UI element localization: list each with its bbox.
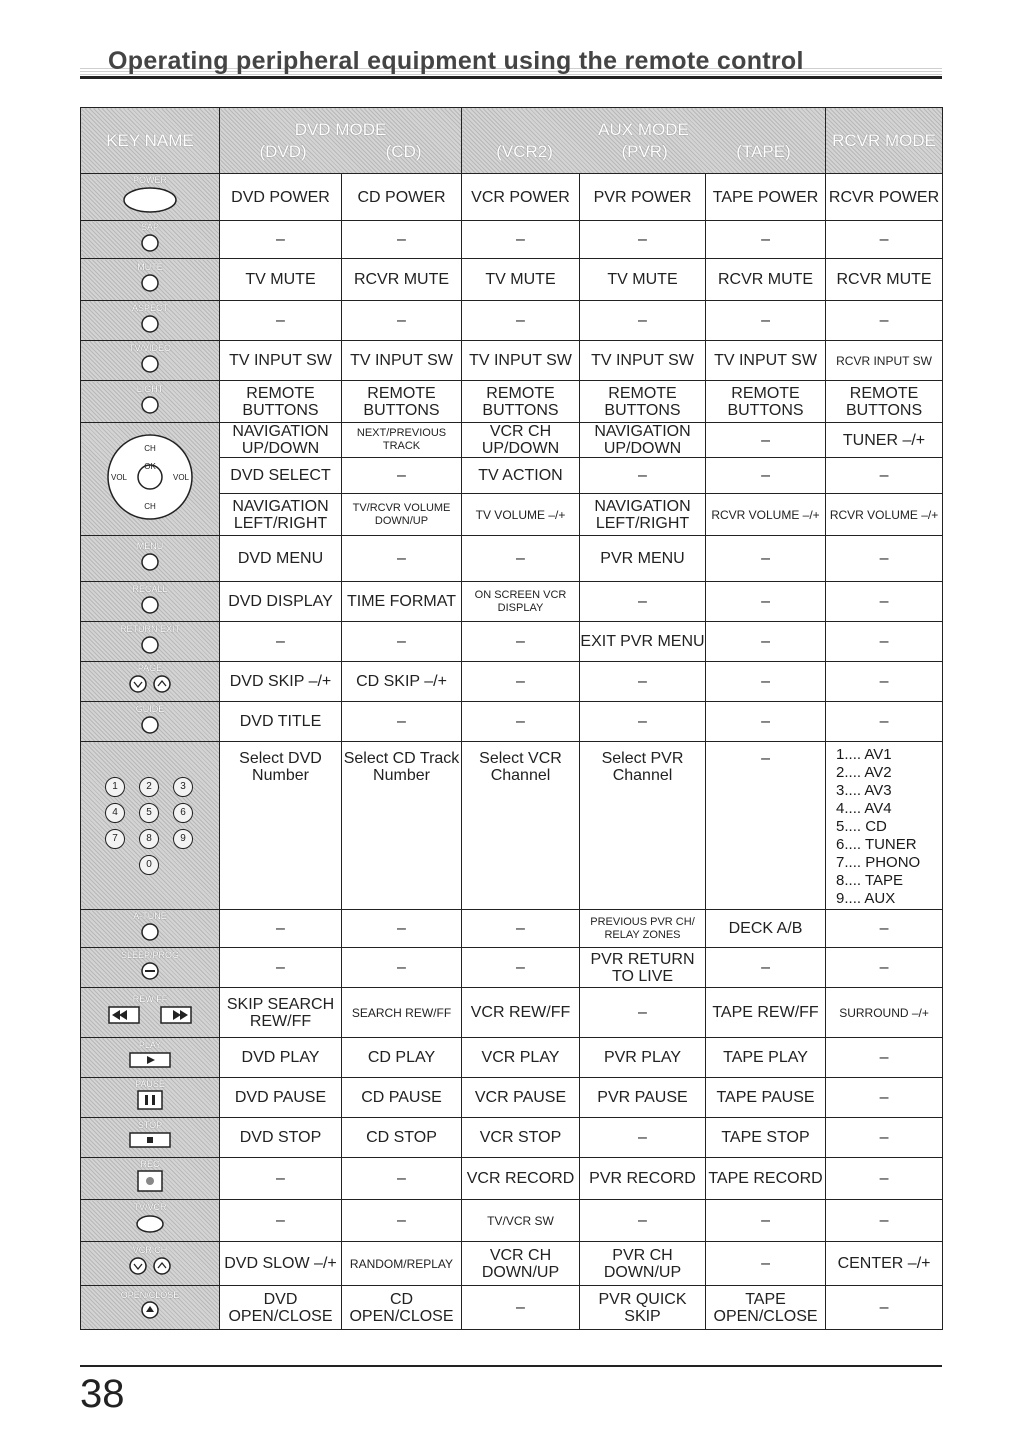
table-cell: VCR POWER: [462, 174, 580, 221]
table-cell: TAPE STOP: [706, 1118, 826, 1158]
header-tape: (TAPE): [736, 141, 791, 161]
table-row: [81, 259, 943, 301]
table-row: [81, 423, 943, 458]
key-label: SLEEP/PROG: [120, 950, 180, 960]
svg-text:VOL: VOL: [110, 472, 128, 482]
table-cell: –: [706, 948, 826, 988]
table-row: [81, 341, 943, 381]
sleep-prog-key-cell: [81, 948, 220, 988]
table-cell: –: [826, 582, 943, 622]
table-cell: –: [580, 1118, 706, 1158]
table-cell: PVR RETURN TO LIVE: [580, 948, 706, 988]
table-cell: REMOTE BUTTONS: [706, 381, 826, 423]
table-cell: NEXT/PREVIOUS TRACK: [342, 423, 462, 458]
table-body: [81, 174, 943, 1330]
table-row: [81, 622, 943, 662]
menu-key-cell: [81, 536, 220, 582]
table-cell: TAPE OPEN/CLOSE: [706, 1286, 826, 1330]
table-cell: –: [462, 536, 580, 582]
table-cell: –: [580, 458, 706, 494]
table-row: [81, 910, 943, 948]
table-cell: RANDOM/REPLAY: [342, 1242, 462, 1286]
table-cell: –: [706, 582, 826, 622]
header-key-name: KEY NAME: [81, 108, 220, 174]
rcvr-input-item: 5.... CD: [836, 818, 887, 835]
open-close-key-cell: [81, 1286, 220, 1330]
table-cell: DVD MENU: [220, 536, 342, 582]
vcr-ch-keys-cell: [81, 1242, 220, 1286]
table-cell: DVD PLAY: [220, 1038, 342, 1078]
table-cell: –: [462, 301, 580, 341]
table-cell: TIME FORMAT: [342, 582, 462, 622]
table-cell: –: [580, 582, 706, 622]
aspect-key-cell: [81, 301, 220, 341]
rcvr-input-item: 9.... AUX: [836, 890, 896, 907]
page-number: 38: [80, 1372, 125, 1416]
table-cell: –: [826, 221, 943, 259]
table-cell: –: [220, 910, 342, 948]
table-cell: VCR STOP: [462, 1118, 580, 1158]
svg-text:CH: CH: [144, 443, 156, 453]
key-label: POWER: [132, 174, 167, 185]
table-cell: TV MUTE: [220, 259, 342, 301]
table-cell: –: [342, 536, 462, 582]
key-label: LIGHT: [136, 384, 164, 394]
key-label: PAUSE: [135, 1079, 165, 1089]
number-keys-cell: [81, 742, 220, 910]
table-cell: NAVIGATION LEFT/RIGHT: [580, 494, 706, 536]
table-cell: VCR CH UP/DOWN: [462, 423, 580, 458]
table-cell: PVR MENU: [580, 536, 706, 582]
tv-video-key-icon: [138, 353, 162, 378]
table-cell: –: [706, 662, 826, 702]
tv-video-key-cell: [81, 341, 220, 381]
table-cell: REMOTE BUTTONS: [220, 381, 342, 423]
table-cell: RCVR VOLUME –/+: [706, 494, 826, 536]
table-cell: SURROUND –/+: [826, 988, 943, 1038]
svg-text:CH: CH: [144, 501, 156, 511]
table-cell: DVD TITLE: [220, 702, 342, 742]
table-cell: –: [706, 458, 826, 494]
key-label: GUIDE: [135, 704, 165, 714]
header-dvd-mode-label: DVD MODE: [294, 119, 387, 139]
key-label: RECALL: [132, 584, 168, 594]
table-row: [81, 1078, 943, 1118]
table-cell: –: [462, 662, 580, 702]
table-cell: –: [342, 622, 462, 662]
stop-key-cell: [81, 1118, 220, 1158]
table-cell: –: [462, 221, 580, 259]
header-dvd: (DVD): [259, 141, 307, 161]
table-row: [81, 536, 943, 582]
table-cell: –: [826, 301, 943, 341]
return-exit-key-cell: [81, 622, 220, 662]
power-key-cell: [81, 174, 220, 221]
table-cell: –: [826, 948, 943, 988]
table-cell: –: [706, 1242, 826, 1286]
table-cell: DVD SELECT: [220, 458, 342, 494]
table-cell: Select VCR Channel: [462, 742, 580, 910]
table-cell: TV/RCVR VOLUME DOWN/UP: [342, 494, 462, 536]
table-cell: –: [826, 1118, 943, 1158]
table-cell: VCR REW/FF: [462, 988, 580, 1038]
table-cell: –: [826, 622, 943, 662]
table-cell: PVR CH DOWN/UP: [580, 1242, 706, 1286]
table-cell: –: [580, 702, 706, 742]
tv-vcr-key-icon: [133, 1212, 167, 1239]
table-cell: DVD DISPLAY: [220, 582, 342, 622]
sap-key-icon: [138, 232, 162, 257]
table-cell: RCVR MUTE: [342, 259, 462, 301]
table-cell: –: [826, 702, 943, 742]
table-cell: –: [342, 910, 462, 948]
table-cell: –: [580, 662, 706, 702]
key-label: SAP: [140, 222, 159, 232]
play-key-cell: [81, 1038, 220, 1078]
rew-ff-keys-icon: [105, 1004, 195, 1031]
key-label: TV/VIDEO: [128, 343, 171, 353]
table-row: [81, 1286, 943, 1330]
table-row: [81, 1118, 943, 1158]
key-label: VCR CH: [132, 1245, 168, 1255]
key-label: TV/VCR: [133, 1202, 167, 1212]
table-cell: TV INPUT SW: [462, 341, 580, 381]
key-label: A-TUNE: [133, 911, 167, 921]
table-cell: –: [220, 221, 342, 259]
key-label: PAGE: [137, 663, 163, 673]
ch-key-icon: [95, 427, 205, 532]
table-cell: DVD STOP: [220, 1118, 342, 1158]
table-cell: –: [462, 910, 580, 948]
table-cell: TAPE REW/FF: [706, 988, 826, 1038]
table-cell: VCR RECORD: [462, 1158, 580, 1200]
table-cell: –: [580, 1200, 706, 1242]
ch-key-cell: [81, 423, 220, 536]
table-cell: PREVIOUS PVR CH/ RELAY ZONES: [580, 910, 706, 948]
table-cell: CD PLAY: [342, 1038, 462, 1078]
recall-key-cell: [81, 582, 220, 622]
table-cell: RCVR INPUT SW: [826, 341, 943, 381]
light-key-cell: [81, 381, 220, 423]
menu-key-icon: [138, 551, 162, 576]
guide-key-icon: [138, 714, 162, 739]
table-cell: VCR PAUSE: [462, 1078, 580, 1118]
play-key-icon: [128, 1050, 172, 1075]
table-cell: –: [462, 948, 580, 988]
page-key-icon: [120, 673, 180, 700]
table-cell: –: [220, 1158, 342, 1200]
table-cell: CD PAUSE: [342, 1078, 462, 1118]
table-cell: –: [462, 702, 580, 742]
table-cell: CD POWER: [342, 174, 462, 221]
table-cell: –: [826, 1158, 943, 1200]
svg-text:OK: OK: [144, 461, 156, 471]
table-row: [81, 702, 943, 742]
key-label: PLAY: [138, 1040, 162, 1050]
rec-key-icon: [135, 1169, 165, 1198]
table-row: [81, 948, 943, 988]
table-cell: –: [826, 1286, 943, 1330]
key-label: MUTE: [137, 262, 163, 272]
header-row: [81, 108, 943, 174]
table-cell: –: [826, 458, 943, 494]
light-key-icon: [138, 394, 162, 419]
table-cell: –: [342, 948, 462, 988]
table-cell: Select PVR Channel: [580, 742, 706, 910]
table-cell: –: [220, 948, 342, 988]
aspect-key-icon: [138, 313, 162, 338]
table-cell: –: [580, 301, 706, 341]
table-cell: –: [580, 221, 706, 259]
table-cell: –: [706, 702, 826, 742]
table-cell: CD SKIP –/+: [342, 662, 462, 702]
table-cell: RCVR POWER: [826, 174, 943, 221]
key-label: REC: [140, 1159, 160, 1169]
stop-key-icon: [128, 1130, 172, 1155]
table-row: [81, 988, 943, 1038]
table-cell: TV INPUT SW: [220, 341, 342, 381]
table-cell: TV VOLUME –/+: [462, 494, 580, 536]
guide-key-cell: [81, 702, 220, 742]
table-cell: ON SCREEN VCR DISPLAY: [462, 582, 580, 622]
table-row: [81, 662, 943, 702]
table-cell: DVD POWER: [220, 174, 342, 221]
table-cell: REMOTE BUTTONS: [826, 381, 943, 423]
table-cell: –: [342, 1200, 462, 1242]
table-cell: TV INPUT SW: [342, 341, 462, 381]
table-cell: –: [342, 702, 462, 742]
table-cell: TV MUTE: [462, 259, 580, 301]
table-cell: TAPE PAUSE: [706, 1078, 826, 1118]
key-function-table: [80, 107, 943, 1330]
recall-key-icon: [138, 594, 162, 619]
table-row: [81, 301, 943, 341]
a-tune-key-cell: [81, 910, 220, 948]
table-cell: –: [220, 301, 342, 341]
table-cell: –: [220, 622, 342, 662]
table-cell: TV INPUT SW: [706, 341, 826, 381]
table-row: [81, 381, 943, 423]
key-label: OPEN/CLOSE: [120, 1290, 180, 1300]
table-cell: NAVIGATION UP/DOWN: [580, 423, 706, 458]
table-cell: VCR PLAY: [462, 1038, 580, 1078]
return-exit-key-icon: [138, 634, 162, 659]
rcvr-input-item: 2.... AV2: [836, 764, 892, 781]
header-rcvr-mode: RCVR MODE: [826, 108, 943, 174]
table-cell: REMOTE BUTTONS: [580, 381, 706, 423]
table-cell: Select DVD Number: [220, 742, 342, 910]
header-aux-mode: [462, 108, 826, 174]
a-tune-key-icon: [138, 921, 162, 946]
key-label: RETURN EXIT: [119, 624, 180, 634]
pause-key-icon: [135, 1089, 165, 1116]
table-cell: TAPE RECORD: [706, 1158, 826, 1200]
page-key-cell: [81, 662, 220, 702]
table-row: [81, 582, 943, 622]
table-cell: –: [826, 910, 943, 948]
vcr-ch-keys-icon: [120, 1255, 180, 1282]
table-cell: –: [220, 1200, 342, 1242]
header-dvd-mode: [220, 108, 462, 174]
table-cell: TV ACTION: [462, 458, 580, 494]
key-label: REW FF: [132, 994, 168, 1004]
page-title: Operating peripheral equipment using the remote control: [80, 42, 942, 78]
title-rule: [80, 76, 942, 79]
rcvr-input-item: 4.... AV4: [836, 800, 892, 817]
table-cell: –: [706, 742, 826, 910]
table-cell: PVR POWER: [580, 174, 706, 221]
table-cell: –: [342, 221, 462, 259]
open-close-key-icon: [138, 1300, 162, 1325]
number-keys-icon: 1 2 3 4 5 6 7 8 9 0: [105, 777, 195, 875]
header-pvr: (PVR): [621, 141, 668, 161]
table-row: [81, 1200, 943, 1242]
table-cell: –: [342, 1158, 462, 1200]
header-vcr2: (VCR2): [496, 141, 553, 161]
table-cell: –: [706, 221, 826, 259]
bottom-rule: [80, 1365, 942, 1367]
table-cell: –: [462, 1286, 580, 1330]
key-table-container: [80, 107, 942, 1330]
table-cell: CENTER –/+: [826, 1242, 943, 1286]
svg-text:VOL: VOL: [172, 472, 190, 482]
sleep-prog-key-icon: [138, 960, 162, 985]
rcvr-input-item: 8.... TAPE: [836, 872, 904, 889]
table-cell: –: [462, 622, 580, 662]
power-key-icon: [120, 185, 180, 220]
table-cell: SKIP SEARCH REW/FF: [220, 988, 342, 1038]
table-cell: PVR RECORD: [580, 1158, 706, 1200]
table-cell: DVD PAUSE: [220, 1078, 342, 1118]
rec-key-cell: [81, 1158, 220, 1200]
rcvr-input-item: 7.... PHONO: [836, 854, 921, 871]
header-aux-mode-label: AUX MODE: [598, 119, 689, 139]
table-cell: DVD SLOW –/+: [220, 1242, 342, 1286]
table-cell: CD OPEN/CLOSE: [342, 1286, 462, 1330]
table-row: [81, 174, 943, 221]
table-cell: RCVR VOLUME –/+: [826, 494, 943, 536]
key-label: MENU: [136, 541, 164, 551]
rcvr-input-item: 3.... AV3: [836, 782, 892, 799]
table-cell: TV/VCR SW: [462, 1200, 580, 1242]
table-cell: RCVR MUTE: [706, 259, 826, 301]
table-cell: TUNER –/+: [826, 423, 943, 458]
table-cell: –: [826, 1078, 943, 1118]
table-cell: TV MUTE: [580, 259, 706, 301]
table-cell: DECK A/B: [706, 910, 826, 948]
tv-vcr-key-cell: [81, 1200, 220, 1242]
table-cell: CD STOP: [342, 1118, 462, 1158]
table-cell: VCR CH DOWN/UP: [462, 1242, 580, 1286]
table-cell: REMOTE BUTTONS: [462, 381, 580, 423]
mute-key-icon: [138, 272, 162, 297]
table-cell: –: [706, 1200, 826, 1242]
table-cell: –: [342, 301, 462, 341]
table-cell: SEARCH REW/FF: [342, 988, 462, 1038]
table-cell: PVR PLAY: [580, 1038, 706, 1078]
table-cell: –: [342, 458, 462, 494]
table-cell: TV INPUT SW: [580, 341, 706, 381]
table-cell: –: [706, 423, 826, 458]
mute-key-cell: [81, 259, 220, 301]
table-cell: –: [826, 1200, 943, 1242]
table-cell: –: [826, 1038, 943, 1078]
table-cell: –: [826, 662, 943, 702]
table-cell: –: [706, 536, 826, 582]
table-cell: RCVR MUTE: [826, 259, 943, 301]
rew-ff-keys-cell: [81, 988, 220, 1038]
table-cell: –: [706, 301, 826, 341]
table-cell: PVR PAUSE: [580, 1078, 706, 1118]
table-cell: –: [826, 536, 943, 582]
table-cell: PVR QUICK SKIP: [580, 1286, 706, 1330]
rcvr-input-item: 1.... AV1: [836, 746, 892, 763]
rcvr-input-list: [826, 742, 943, 910]
sap-key-cell: [81, 221, 220, 259]
table-row: [81, 221, 943, 259]
table-cell: –: [580, 988, 706, 1038]
table-row: [81, 1038, 943, 1078]
table-cell: REMOTE BUTTONS: [342, 381, 462, 423]
pause-key-cell: [81, 1078, 220, 1118]
table-cell: DVD SKIP –/+: [220, 662, 342, 702]
table-row: [81, 1242, 943, 1286]
table-cell: TAPE POWER: [706, 174, 826, 221]
table-cell: Select CD Track Number: [342, 742, 462, 910]
rcvr-input-item: 6.... TUNER: [836, 836, 917, 853]
table-cell: TAPE PLAY: [706, 1038, 826, 1078]
table-cell: DVD OPEN/CLOSE: [220, 1286, 342, 1330]
table-row: [81, 1158, 943, 1200]
table-cell: NAVIGATION UP/DOWN: [220, 423, 342, 458]
header-cd: (CD): [385, 141, 422, 161]
table-row: [81, 742, 943, 910]
key-label: STOP: [137, 1120, 163, 1130]
table-cell: –: [706, 622, 826, 662]
table-cell: NAVIGATION LEFT/RIGHT: [220, 494, 342, 536]
table-cell: EXIT PVR MENU: [580, 622, 706, 662]
key-label: ASPECT: [131, 303, 168, 313]
